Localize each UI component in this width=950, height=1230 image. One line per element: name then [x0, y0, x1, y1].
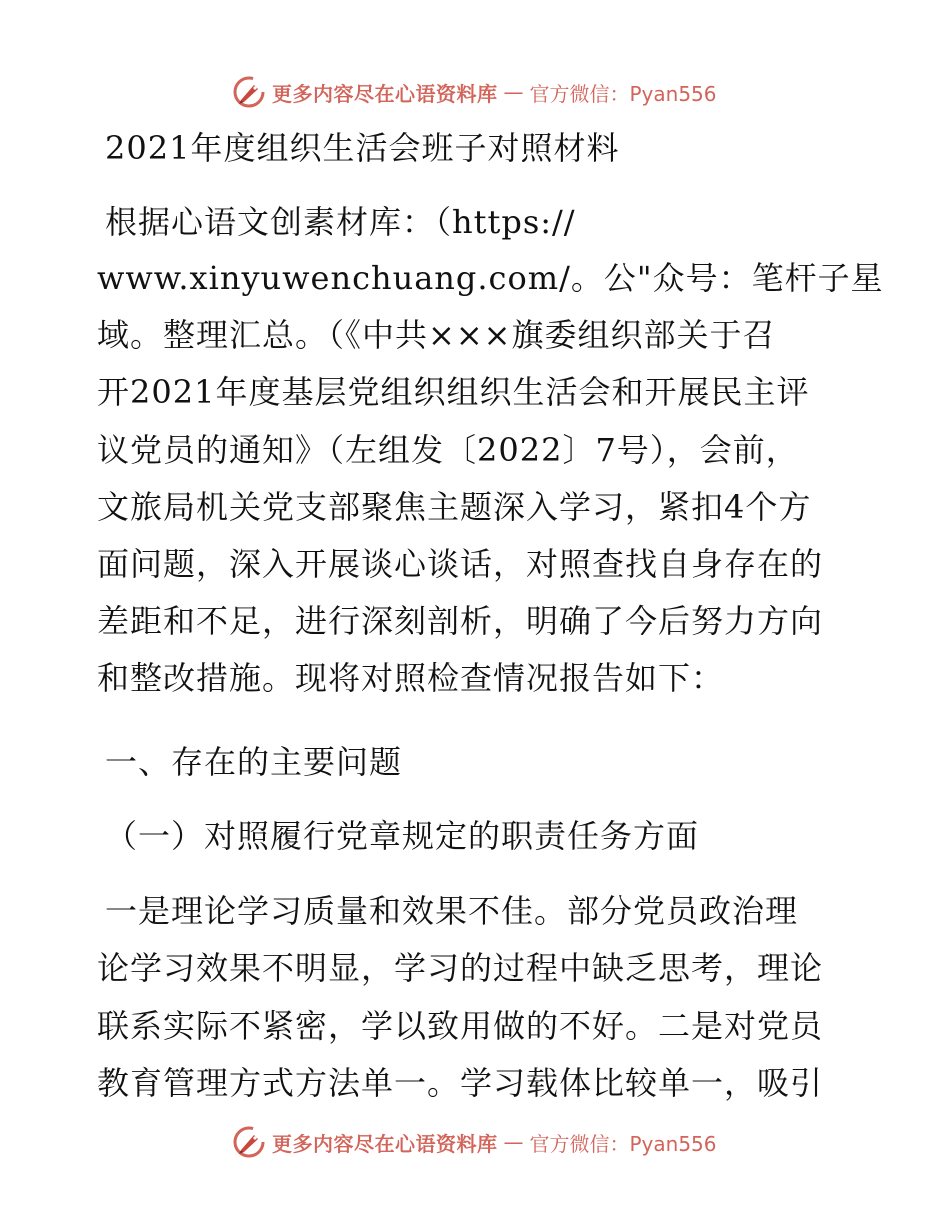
paragraph-line: 一是理论学习质量和效果不佳。部分党员政治理	[105, 892, 799, 930]
banner-slogan: 更多内容尽在心语资料库	[272, 81, 498, 106]
paragraph-line: 开2021年度基层党组织组织生活会和开展民主评	[97, 373, 810, 411]
paragraph-line: 论学习效果不明显，学习的过程中缺乏思考，理论	[97, 949, 824, 987]
footer-watermark	[232, 1122, 717, 1162]
paragraph-line: 教育管理方式方法单一。学习载体比较单一，吸引	[97, 1064, 824, 1102]
subsection-heading: （一）对照履行党章规定的职责任务方面	[105, 817, 700, 855]
document-title: 2021年度组织生活会班子对照材料	[105, 129, 620, 167]
paragraph-line: 文旅局机关党支部聚焦主题深入学习，紧扣4个方	[97, 488, 812, 526]
paragraph-line: 和整改措施。现将对照检查情况报告如下：	[97, 659, 725, 697]
banner-separator: —	[503, 80, 524, 104]
section-heading: 一、存在的主要问题	[105, 743, 403, 781]
banner-separator: —	[503, 1130, 524, 1154]
pen-nib-logo-icon	[232, 1125, 266, 1159]
pen-nib-logo-icon	[232, 75, 266, 109]
paragraph-line: 议党员的通知》（左组发〔2022〕7号），会前，	[97, 431, 799, 469]
paragraph-line: 联系实际不紧密，学以致用做的不好。二是对党员	[97, 1007, 824, 1045]
paragraph-line: 根据心语文创素材库：（https://	[105, 203, 576, 241]
banner-wechat-account: 官方微信：Pyan556	[529, 81, 717, 106]
header-watermark	[232, 72, 717, 112]
paragraph-line: 差距和不足，进行深刻剖析，明确了今后努力方向	[97, 602, 824, 640]
banner-wechat-account: 官方微信：Pyan556	[529, 1131, 717, 1156]
paragraph-line: 面问题，深入开展谈心谈话，对照查找自身存在的	[97, 545, 824, 583]
banner-slogan: 更多内容尽在心语资料库	[272, 1131, 498, 1156]
paragraph-line: 域。整理汇总。（《中共×××旗委组织部关于召	[97, 316, 776, 354]
paragraph-line: www.xinyuwenchuang.com/。公"众号：笔杆子星	[97, 259, 884, 297]
